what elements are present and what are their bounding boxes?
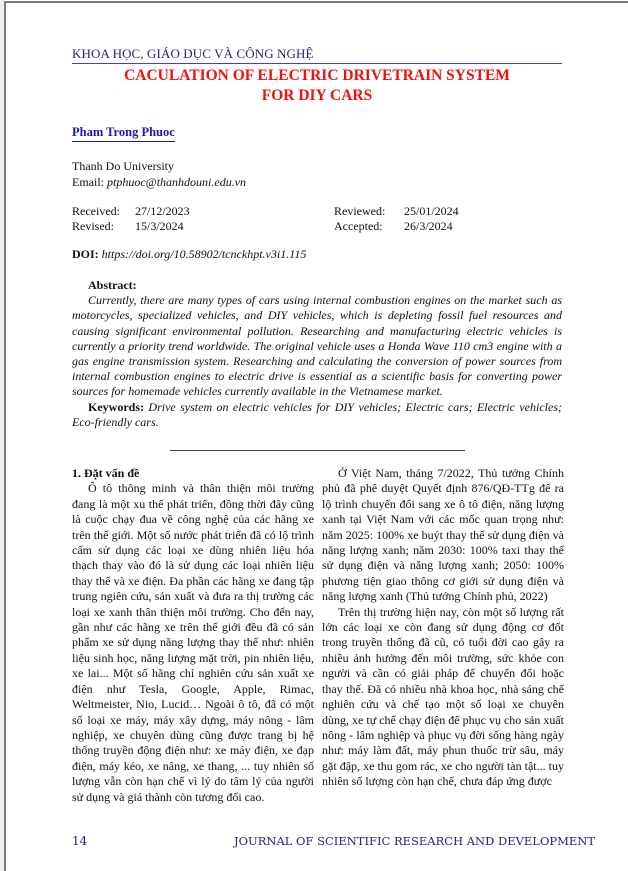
doi-line: [72, 247, 306, 262]
email-line: [72, 174, 246, 190]
abstract-separator: [170, 450, 465, 451]
keywords-line: [72, 400, 562, 430]
abstract-block: [72, 278, 562, 430]
body-column-left: [72, 466, 314, 805]
paper-title-line-2: FOR DIY CARS: [261, 87, 373, 104]
accepted-label: Accepted:: [334, 218, 383, 233]
header-divider: [72, 63, 562, 64]
keywords-label: Keywords:: [88, 399, 144, 414]
article-dates: [72, 204, 552, 233]
revised-date: 15/3/2024: [135, 218, 184, 233]
email-link[interactable]: ptphuoc@thanhdouni.edu.vn: [107, 175, 247, 189]
abstract-label: Abstract:: [88, 278, 137, 292]
dates-row-2: [72, 219, 552, 234]
abstract-text: Currently, there are many types of cars using internal combustion engines on the market such as motorcycles, specialized vehicles, and DIY vehicles, which is depleting fossil fuel resources and causing significant environmental pollution. Researching and manufacturing electric vehicles is currently a priority trend worldwide. The original vehicle uses a Honda Wave 110 cm3 engine with a gas engine transmission system. Researching and calculating the conversion of power sources from internal combustion engines to electric drive is essential as a scientific basis for converting power sources for homemade vehicles currently available in the Vietnamese market.: [72, 293, 562, 399]
doi-link[interactable]: https://doi.org/10.58902/tcnckhpt.v3i1.115: [101, 247, 307, 261]
received-date: 27/12/2023: [135, 204, 190, 218]
author-name: Pham Trong Phuoc: [72, 125, 175, 142]
body-paragraph: Trên thị trường hiện nay, còn một số lượng rất lớn các loại xe còn đang sử dụng động cơ đốt trong truyền thống đã cũ, có tuổi đời cao gây ra nhiều ảnh hưởng đến môi trường, sức khỏe con người và cần có giải pháp để chuyển đổi hoặc thay thế. Đã có nhiều nhà khoa học, nhà sáng chế nghiên cứu và chế tạo một số loại xe chuyên dùng, xe tự chế chạy điện để phục vụ cho sản xuất nông - lâm nghiệp và phục vụ đời sống hàng ngày như: máy làm đất, máy phun thuốc trừ sâu, máy gặt đập, xe thu gom rác, xe cho người tàn tật... tuy nhiên số lượng còn hạn chế, chưa đáp ứng được: [322, 604, 564, 789]
body-paragraph: Ô tô thông minh và thân thiện môi trường đang là một xu thế phát triển, đồng thời đây cũng là cuộc chạy đua về công nghệ của các hãng xe trên thế giới. Một số nước phát triển đã có lộ trình cấm sử dụng các loại xe dùng nhiên liệu hóa thạch thay vào đó là sử dụng các loại nhiên liệu thay thế và xe điện. Đa phần các hãng xe đang tập trung ngiên cứu, sản xuất và đưa ra thị trường các loại xe xanh thân thiện môi trường. Cho đến nay, gần như các hãng xe trên thế giới đều đã có sản phẩm xe sử dụng năng lượng thay thế như: nhiên liệu sinh học, năng lượng mặt trời, pin nhiên liệu, xe lai... Một số hãng chỉ nghiên cứu sản xuất xe điện như Tesla, Google, Apple, Rimac, Weltmeister, Nio, Lucid… Ngoài ô tô, đã có một số loại xe máy, máy xây dựng, máy nông - lâm nghiệp, xe chuyên dùng cũng được trang bị hệ thống truyền động điện như: xe máy điện, xe đạp điện, máy kéo, xe nâng, xe thang, ... tuy nhiên số lượng vẫn còn hạn chế vì lý do tâm lý của người sử dụng và giá thành còn tương đối cao.: [72, 481, 314, 804]
author-affiliation-block: [72, 158, 246, 190]
keywords-text: Drive system on electric vehicles for DIY vehicles; Electric cars; Electric vehicles; Eco-friendly cars.: [72, 399, 562, 429]
reviewed-date: 25/01/2024: [404, 204, 459, 218]
body-paragraph: Ở Việt Nam, tháng 7/2022, Thủ tướng Chính phủ đã phê duyệt Quyết định 876/QĐ-TTg để ra lộ trình chuyển đổi sang xe ô tô điện, năng lượng xanh tại Việt Nam với các mốc quan trọng như: năm 2025: 100% xe buýt thay thế sử dụng điện và năng lượng xanh; năm 2030: 100% taxi thay thế sử dụng điện và năng lượng xanh; 2050: 100% phương tiện giao thông cơ giới sử dụng điện và năng lượng xanh (Thủ tướng Chính phủ, 2022): [322, 466, 564, 604]
section-heading: 1. Đặt vấn đề: [72, 466, 140, 480]
doi-label: DOI:: [72, 247, 99, 261]
revised-label: Revised:: [72, 218, 114, 233]
journal-name-footer: JOURNAL OF SCIENTIFIC RESEARCH AND DEVELOPMENT: [234, 834, 596, 848]
paper-title: [72, 66, 562, 106]
accepted-date: 26/3/2024: [404, 218, 453, 233]
page-number: 14: [72, 834, 88, 848]
email-label: Email:: [72, 175, 104, 189]
received-label: Received:: [72, 204, 120, 218]
affiliation: Thanh Do University: [72, 159, 174, 173]
body-column-right: [322, 466, 564, 790]
dates-row-1: [72, 204, 552, 219]
journal-section-header: KHOA HỌC, GIÁO DỤC VÀ CÔNG NGHỆ: [72, 46, 314, 61]
paper-title-line-1: CACULATION OF ELECTRIC DRIVETRAIN SYSTEM: [124, 67, 510, 84]
reviewed-label: Reviewed:: [334, 204, 386, 218]
